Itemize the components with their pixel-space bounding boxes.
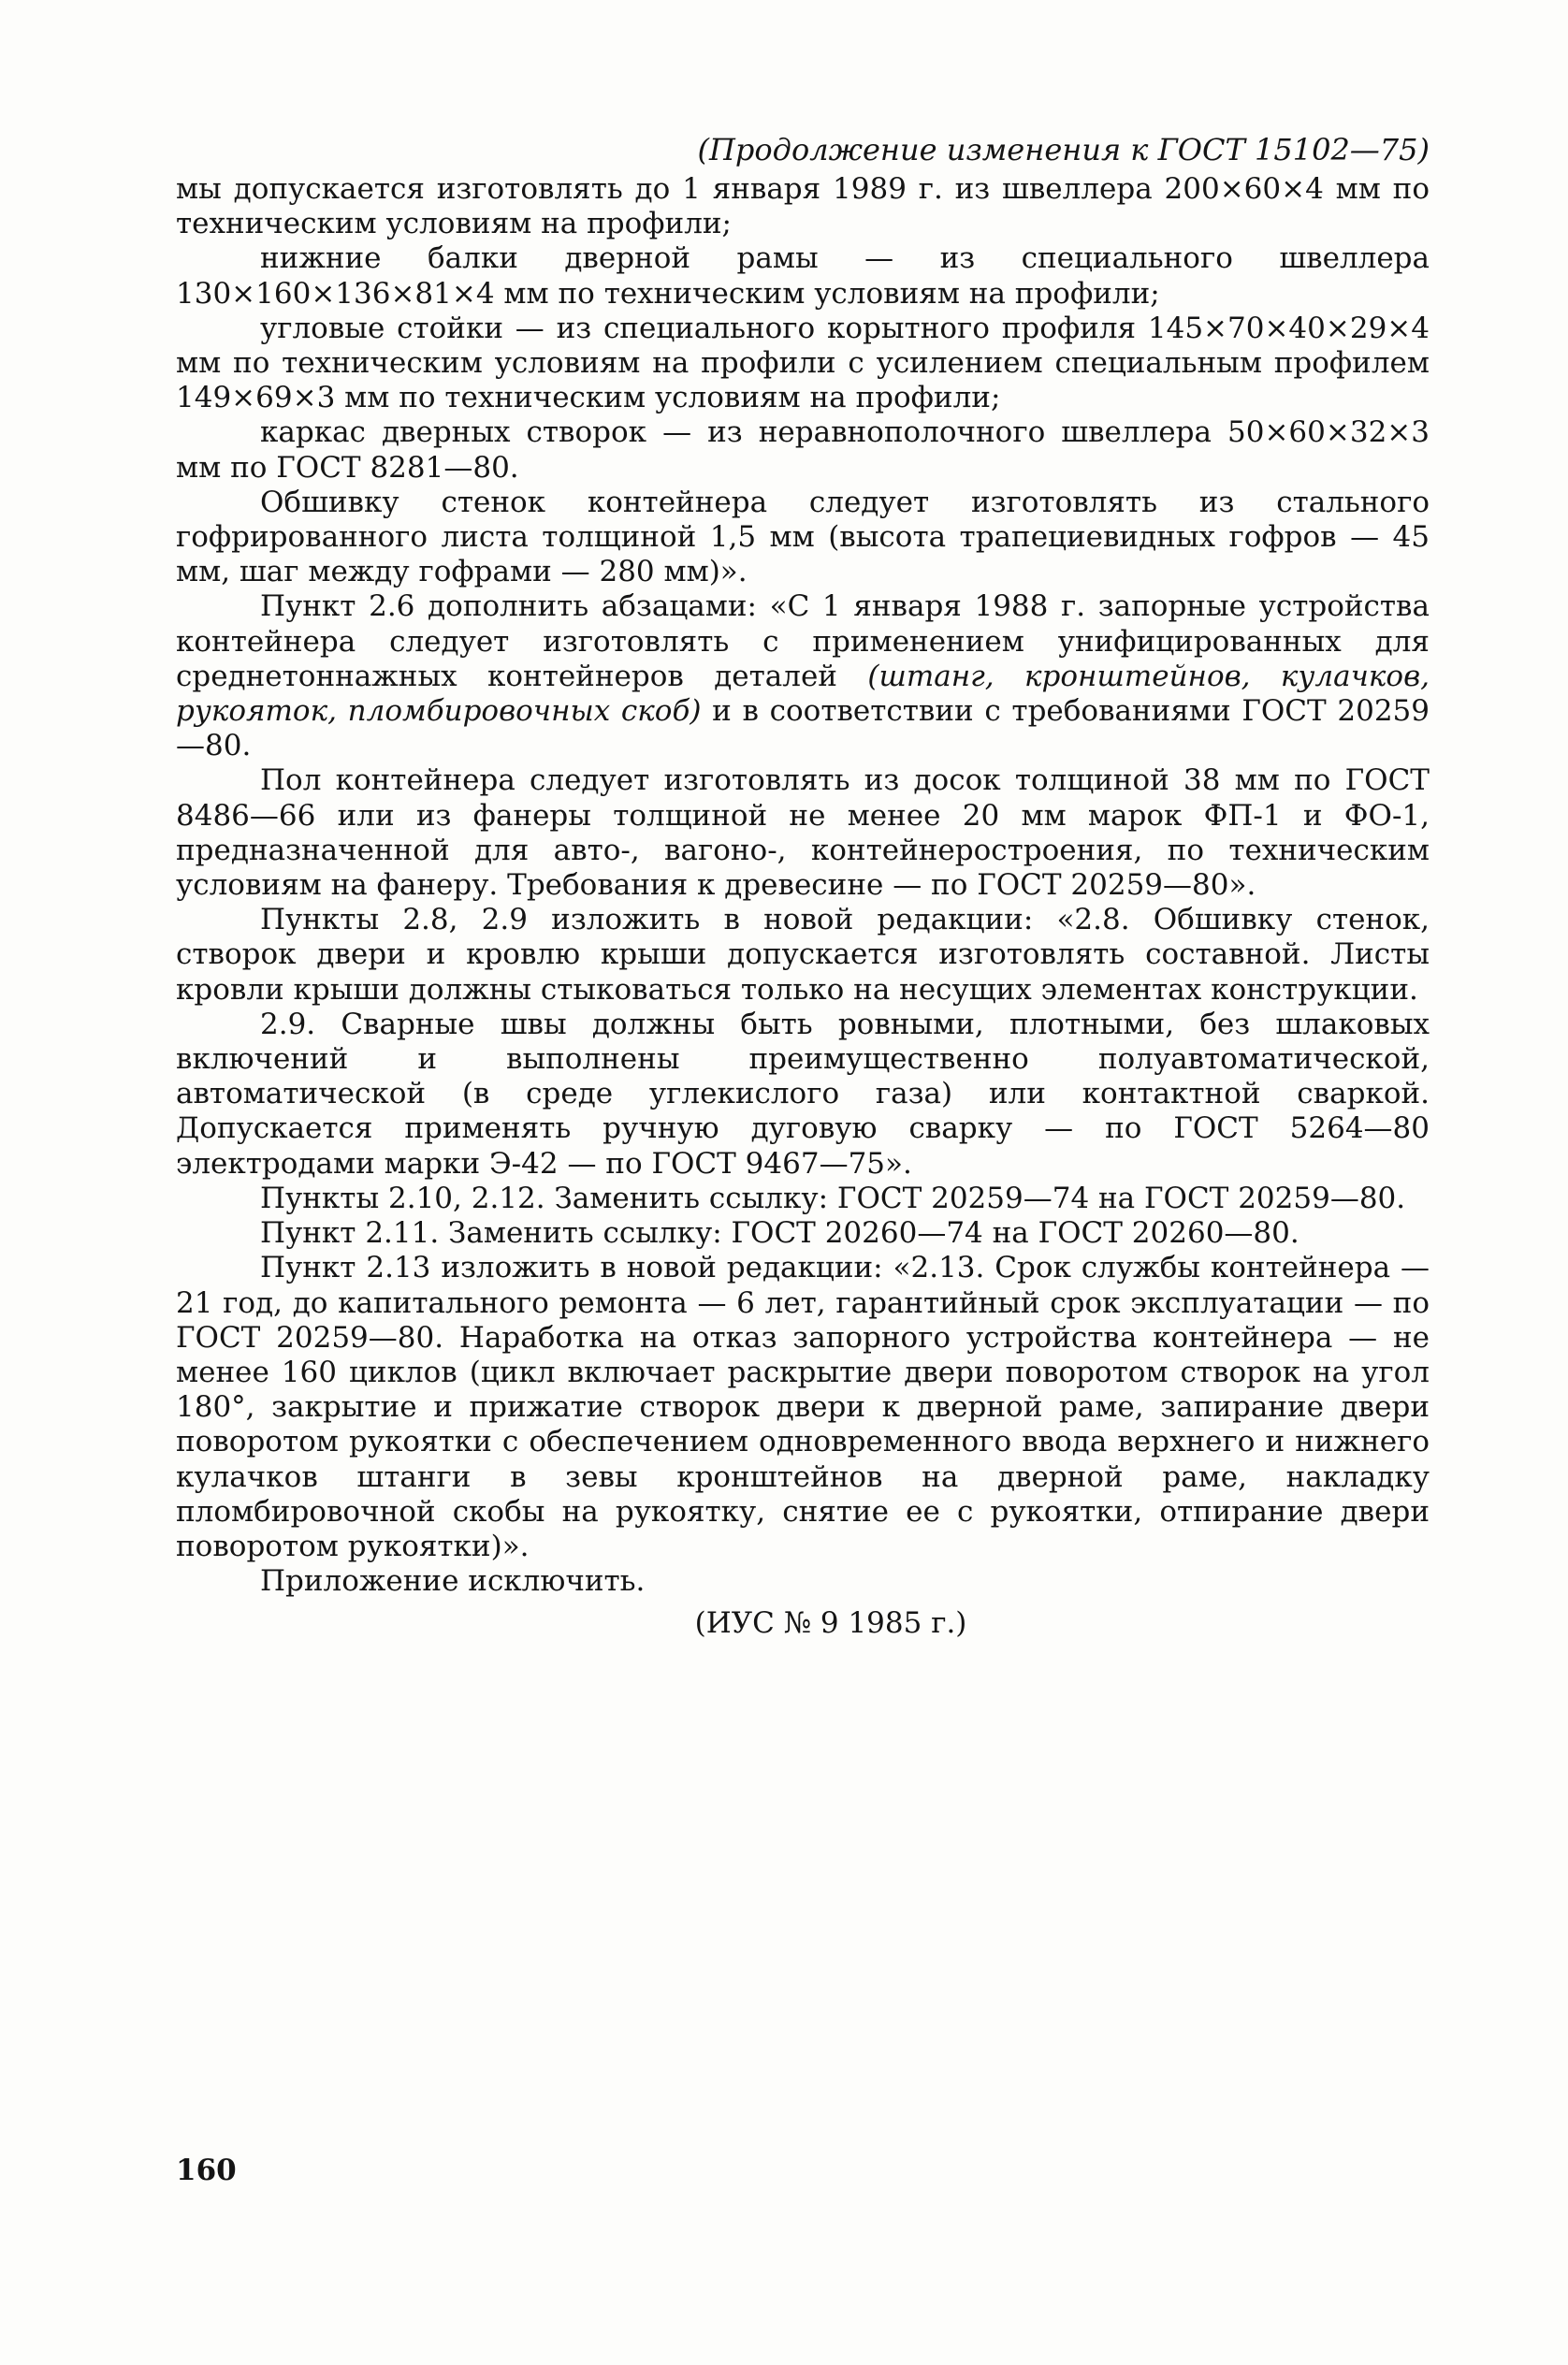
clause-2-6-parts-list: (штанг, кронштейнов, кулачков, рукояток, пломбировочных скоб) [176, 659, 1430, 729]
document-body [176, 129, 1430, 1642]
running-header: (Продолжение изменения к ГОСТ 15102—75) [697, 132, 1430, 167]
paragraph-clause-2-10-2-12: Пункты 2.10, 2.12. Заменить ссылку: ГОСТ 20259—74 на ГОСТ 20259—80. [260, 1181, 1406, 1215]
paragraph-roof-beams: мы допускается изготовлять до 1 января 1989 г. из швеллера 200×60×4 мм по техническим условиям на профили; [176, 172, 1430, 241]
paragraph-corner-posts: угловые стойки — из специального корытного профиля 145×70×40×29×4 мм по техническим условиям на профили с усилением специальным профилем 149×69×3 мм по техническим условиям на профили; [176, 311, 1430, 415]
paragraph-clause-2-9: 2.9. Сварные швы должны быть ровными, плотными, без шлаковых включений и выполнены преимущественно полуавтоматической, автоматической (в среде углекислого газа) или контактной сваркой. Допускается применять ручную дуговую сварку — по ГОСТ 5264—80 электродами марки Э-42 — по ГОСТ 9467—75». [176, 1007, 1430, 1181]
paragraph-clause-2-6 [176, 589, 1430, 763]
paragraph-clause-2-11: Пункт 2.11. Заменить ссылку: ГОСТ 20260—74 на ГОСТ 20260—80. [260, 1216, 1299, 1251]
paragraph-wall-sheathing: Обшивку стенок контейнера следует изготовлять из стального гофрированного листа толщиной 1,5 мм (высота трапециевидных гофров — 45 мм, шаг между гофрами — 280 мм)». [176, 485, 1430, 589]
clause-2-6-text-end: и в соответствии с требованиями ГОСТ 20259—80. [176, 694, 1430, 763]
paragraph-clause-2-8: Пункты 2.8, 2.9 изложить в новой редакции: «2.8. Обшивку стенок, створок двери и кровлю крыши допускается изготовлять составной. Листы кровли крыши должны стыковаться только на несущих элементах конструкции. [176, 903, 1430, 1007]
clause-2-6-text: Пункт 2.6 дополнить абзацами: «С 1 января 1988 г. запорные устройства контейнера следует изготовлять с применением унифицированных для среднетоннажных контейнеров деталей [176, 589, 1430, 693]
page-number: 160 [176, 2154, 237, 2187]
paragraph-appendix: Приложение исключить. [260, 1564, 646, 1599]
paragraph-clause-2-13: Пункт 2.13 изложить в новой редакции: «2.13. Срок службы контейнера — 21 год, до капитального ремонта — 6 лет, гарантийный срок эксплуатации — по ГОСТ 20259—80. Наработка на отказ запорного устройства контейнера — не менее 160 циклов (цикл включает раскрытие двери поворотом створок на угол 180°, закрытие и прижатие створок двери к дверной раме, запирание двери поворотом рукоятки с обеспечением одновременного ввода верхнего и нижнего кулачков штанги в зевы кронштейнов на дверной раме, накладку пломбировочной скобы на рукоятку, снятие ее с рукоятки, отпирание двери поворотом рукоятки)». [176, 1251, 1430, 1563]
paragraph-floor: Пол контейнера следует изготовлять из досок толщиной 38 мм по ГОСТ 8486—66 или из фанеры толщиной не менее 20 мм марок ФП-1 и ФО-1, предназначенной для авто-, вагоно-, контейнеростроения, по техническим условиям на фанеру. Требования к древесине — по ГОСТ 20259—80». [176, 763, 1430, 903]
source-reference: (ИУС № 9 1985 г.) [694, 1606, 967, 1641]
paragraph-door-frame-beams: нижние балки дверной рамы — из специального швеллера 130×160×136×81×4 мм по техническим условиям на профили; [176, 241, 1430, 311]
paragraph-door-leaf-frame: каркас дверных створок — из неравнополочного швеллера 50×60×32×3 мм по ГОСТ 8281—80. [176, 415, 1430, 485]
